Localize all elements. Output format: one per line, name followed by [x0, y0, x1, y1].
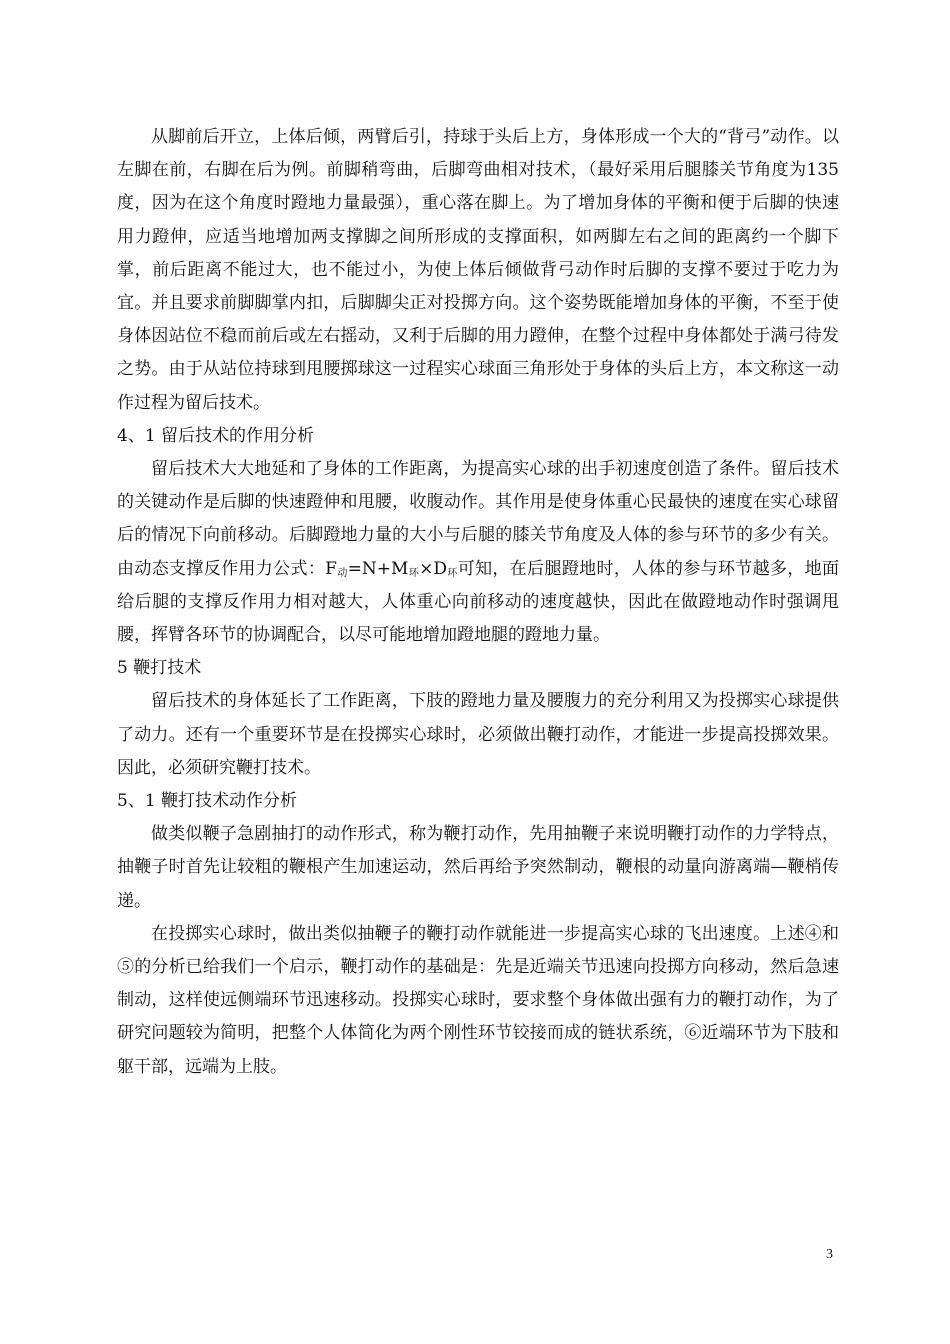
- paragraph-stance: 从脚前后开立，上体后倾，两臂后引，持球于头后上方，身体形成一个大的“背弓”动作。以左脚在前，右脚在后为例。前脚稍弯曲，后脚弯曲相对技术，（最好采用后腿膝关节角度为135度，因为在这个角度时蹬地力量最强），重心落在脚上。为了增加身体的平衡和便于后脚的快速用力蹬伸，应适当地增加两支撑脚之间所形成的支撑面积，如两脚左右之间的距离约一个脚下掌，前后距离不能过大，也不能过小，为使上体后倾做背弓动作时后脚的支撑不要过于吃力为宜。并且要求前脚脚掌内扣，后脚脚尖正对投掷方向。这个姿势既能增加身体的平衡，不至于使身体因站位不稳而前后或左右摇动，又利于后脚的用力蹬伸，在整个过程中身体都处于满弓待发之势。由于从站位持球到甩腰掷球这一过程实心球面三角形处于身体的头后上方，本文称这一动作过程为留后技术。: [117, 127, 839, 413]
- section-heading-5-1: 5、1 鞭打技术动作分析: [117, 791, 298, 812]
- formula-subscript-3: 环: [447, 567, 458, 579]
- paragraph-whip-definition: 做类似鞭子急剧抽打的动作形式，称为鞭打动作，先用抽鞭子来说明鞭打动作的力学特点，抽鞭子时首先让较粗的鞭根产生加速运动，然后再给予突然制动，鞭根的动量向游离端—鞭梢传递。: [117, 824, 839, 911]
- formula-subscript-1: 动: [336, 567, 348, 579]
- paragraph-whip-application: 在投掷实心球时，做出类似抽鞭子的鞭打动作就能进一步提高实心球的飞出速度。上述④和⑤的分析已给我们一个启示，鞭打动作的基础是：先是近端关节迅速向投掷方向移动，然后急速制动，这样使远侧端环节迅速移动。投掷实心球时，要求整个身体做出强有力的鞭打动作，为了研究问题较为简明，把整个人体简化为两个刚性环节铰接而成的链状系统，⑥近端环节为下肢和躯干部，远端为上肢。: [117, 923, 839, 1077]
- page-number: 3: [826, 1247, 833, 1262]
- paragraph-formula: [117, 453, 839, 652]
- formula-text-mid-2: ×D: [419, 558, 448, 579]
- formula-text-after: 可知，在后腿蹬地时，人体的参与环节越多，地面给后腿的支撑反作用力相对越大，人体重心向前移动的速度越快，因此在做蹬地动作时强调甩腰，挥臂各环节的协调配合，以尽可能地增加蹬地腿的蹬地力量。: [117, 558, 840, 646]
- formula-subscript-2: 环: [408, 567, 420, 579]
- document-body: [117, 121, 839, 1084]
- section-heading-5: 5 鞭打技术: [117, 658, 202, 679]
- formula-text-mid-1: =N+M: [347, 558, 409, 579]
- paragraph-whip-intro: 留后技术的身体延长了工作距离，下肢的蹬地力量及腰腹力的充分利用又为投掷实心球提供了动力。还有一个重要环节是在投掷实心球时，必须做出鞭打动作，才能进一步提高投掷效果。因此，必须研究鞭打技术。: [117, 691, 839, 778]
- section-heading-4-1: 4、1 留后技术的作用分析: [117, 425, 315, 446]
- formula-text-before: 留后技术大大地延和了身体的工作距离，为提高实心球的出手初速度创造了条件。留后技术的关键动作是后脚的快速蹬伸和甩腰，收腹动作。其作用是使身体重心民最快的速度在实心球留后的情况下向前移动。后脚蹬地力量的大小与后腿的膝关节角度及人体的参与环节的多少有关。由动态支撑反作用力公式：F: [117, 459, 839, 579]
